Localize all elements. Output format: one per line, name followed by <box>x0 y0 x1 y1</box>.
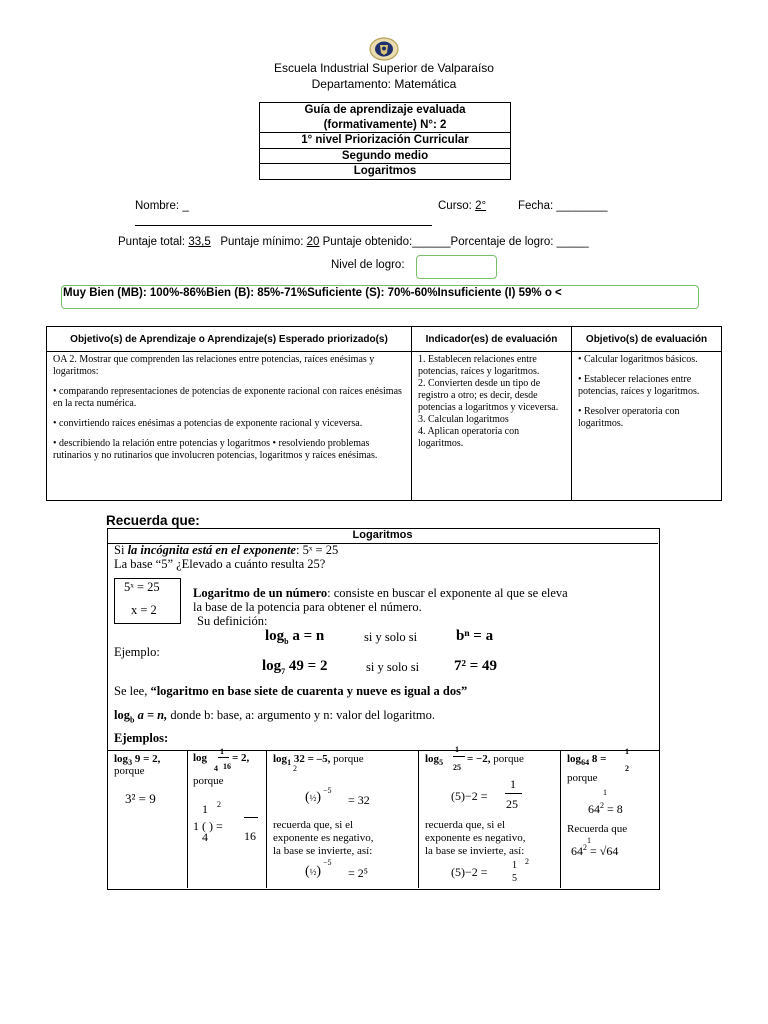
ex3-base: (½) <box>305 790 322 805</box>
definition-label: Su definición: <box>197 614 268 628</box>
ex3-equation: = 32 <box>348 793 370 807</box>
ex4-frac-bar <box>453 756 465 757</box>
ex5-note: Recuerda que <box>567 823 628 835</box>
ex4-rest-line <box>467 753 524 765</box>
examples-top-rule <box>107 750 659 751</box>
definition-formula <box>265 628 324 646</box>
ex2-rest: = 2, <box>232 752 250 764</box>
grading-scale-text: Muy Bien (MB): 100%-86%Bien (B): 85%-71%Suficiente (S): 70%-60%Insuficiente (I) 59% o < <box>63 287 562 299</box>
obtained-label: Puntaje obtenido:______ <box>322 236 451 248</box>
ex4-head <box>425 753 443 767</box>
ex2-equation: 1 ( ) = <box>193 819 223 833</box>
examples-divider-2 <box>266 750 267 888</box>
example-iff: si y solo si <box>366 660 420 674</box>
ex3-note-3: la base se invierte, así: <box>273 845 373 857</box>
reads-line <box>114 684 467 699</box>
ex5-log: log <box>567 753 582 765</box>
ex2-fraction-bar <box>218 757 229 758</box>
reads-prefix: Se lee, <box>114 684 151 698</box>
parts-rest: donde b: base, a: argumento y n: valor del logaritmo. <box>167 708 436 722</box>
examples-label: Ejemplos: <box>114 731 169 745</box>
ex5-rhs: = 8 <box>607 802 623 816</box>
ex4-rhs-bar <box>505 793 522 794</box>
ex5-frac-den: 2 <box>625 764 629 773</box>
definition-line-2: la base de la potencia para obtener el número. <box>193 600 422 614</box>
reads-bold: “logaritmo en base siete de cuarenta y nueve es igual a dos” <box>150 684 468 698</box>
ex-log: log <box>262 658 282 674</box>
name-underline <box>135 225 432 226</box>
school-name: Escuela Industrial Superior de Valparaíso <box>274 61 494 75</box>
ex4-rest: = −2, <box>467 753 491 765</box>
base-question: La base “5” ¿Elevado a cuánto resulta 25? <box>114 557 326 571</box>
ex5-base: 64 <box>588 802 600 816</box>
date-field[interactable] <box>518 200 608 212</box>
ex5-eq2-rhs: = √64 <box>590 844 619 858</box>
objectives-cell-learning <box>47 352 412 501</box>
guide-level: 1° nivel Priorización Curricular <box>260 132 510 148</box>
ex1-equation: 3² = 9 <box>125 791 156 806</box>
ex5-equation-2 <box>571 843 618 859</box>
definition-line-1 <box>193 586 568 601</box>
ex4-eq2-num: 1 <box>512 860 517 871</box>
ex2-frac-num: 1 <box>202 802 208 816</box>
ex4-note-3: la base se invierte, así: <box>425 845 525 857</box>
example-formula <box>262 658 327 676</box>
eval-objective-3: • Resolver operatoria con logaritmos. <box>578 406 680 429</box>
ex5-sub: 64 <box>581 758 590 768</box>
ex-sub: 7 <box>281 667 286 676</box>
ex2-head <box>193 752 207 764</box>
total-label: Puntaje total: <box>118 236 186 248</box>
ex4-sub: 5 <box>439 758 444 768</box>
oa-text: OA 2. Mostrar que comprenden las relaciones entre potencias, raíces enésimas y logaritmos: <box>53 354 375 377</box>
objectives-cell-indicators <box>412 352 572 501</box>
examples-divider-3 <box>418 750 419 888</box>
objectives-cell-evaluation <box>572 352 722 501</box>
eval-objective-1: • Calcular logaritmos básicos. <box>578 354 698 365</box>
ex5-head <box>567 753 606 767</box>
scores-line <box>118 236 589 248</box>
ex3-exp: −5 <box>323 786 332 795</box>
ex3-rest: 32 = –5, <box>291 753 331 765</box>
eval-objective-2: • Establecer relaciones entre potencias, raíces y logaritmos. <box>578 374 700 397</box>
examples-divider-1 <box>187 750 188 888</box>
ex-mid: 49 = 2 <box>285 658 328 674</box>
definition-bold: Logaritmo de un número <box>193 586 328 600</box>
ex5-porque: porque <box>567 772 598 784</box>
objectives-header-1: Objetivo(s) de Aprendizaje o Aprendizaje(s) Esperado priorizado(s) <box>47 327 412 352</box>
ex1-porque: porque <box>114 765 145 777</box>
ex4-porque: porque <box>490 753 524 765</box>
min-label: Puntaje mínimo: <box>220 236 304 248</box>
name-value: _ <box>182 200 189 212</box>
ex2-rhs-bar <box>244 817 258 818</box>
ex5-equation <box>588 801 623 817</box>
ex2-sub-2: 4 <box>214 764 218 773</box>
recuerda-title: Recuerda que: <box>106 513 200 528</box>
ex3-sub-2: 2 <box>293 764 297 773</box>
ex2-log: log <box>193 752 208 764</box>
oa-bullet-3: • describiendo la relación entre potencias y logaritmos • resolviendo problemas rutinarios y no rutinarios que involucren potencias, logaritmos y raíces enésimas. <box>53 438 378 461</box>
indicator-4: 4. Aplican operatoria con logaritmos. <box>418 426 520 449</box>
ex4-log: log <box>425 753 440 765</box>
school-seal-icon <box>368 36 400 62</box>
ex5-exp-den: 2 <box>600 801 604 810</box>
indicator-3: 3. Calculan logaritmos <box>418 414 509 425</box>
ex2-porque: porque <box>193 775 224 787</box>
ex4-frac-num: 1 <box>455 745 459 754</box>
ex4-equation-2: (5)−2 = <box>451 865 488 879</box>
logarithms-heading: Logaritmos <box>107 528 658 544</box>
ex5-eq2-exp-den: 2 <box>583 843 587 852</box>
ex3-exp-2: −5 <box>323 858 332 867</box>
ex5-eq2-base: 64 <box>571 844 583 858</box>
mini-eq-1: 5ˣ = 25 <box>124 580 160 594</box>
course-label: Curso: <box>438 200 472 212</box>
intro-si: Si <box>114 543 125 557</box>
ex5-exp-num: 1 <box>603 788 607 797</box>
parts-mid: a = n, <box>134 708 168 722</box>
course-value: 2° <box>475 200 487 212</box>
ex3-note-2: exponente es negativo, <box>273 832 374 844</box>
name-label: Nombre: <box>135 200 180 212</box>
ex2-frac-den: 4 <box>202 830 208 844</box>
total-value: 33,5 <box>188 236 211 248</box>
course-field[interactable] <box>438 200 496 212</box>
intro-italic: la incógnita está en el exponente <box>127 543 296 557</box>
definition-rest-1: : consiste en buscar el exponente al que se eleva <box>327 586 568 600</box>
date-value: ________ <box>556 200 608 212</box>
guide-topic: Logaritmos <box>260 163 510 179</box>
ex4-equation: (5)−2 = <box>451 789 488 803</box>
date-label: Fecha: <box>518 200 554 212</box>
def-log: log <box>265 628 285 644</box>
oa-bullet-2: • convirtiendo raíces enésimas a potencias de exponente racional y viceversa. <box>53 418 363 429</box>
ex3-head <box>273 753 364 767</box>
ex3-base-2: (½) <box>305 864 322 879</box>
intro-eq: : 5ˣ = 25 <box>295 543 339 557</box>
def-mid: a = n <box>288 628 325 644</box>
parts-line <box>114 708 435 725</box>
ex4-note-1: recuerda que, si el <box>425 819 506 831</box>
ex3-log: log <box>273 753 288 765</box>
oa-bullet-1: • comparando representaciones de potencias de exponente racional con raíces enésimas en la recta numérica. <box>53 386 402 409</box>
example-label: Ejemplo: <box>114 645 160 659</box>
indicator-2: 2. Convierten desde un tipo de registro a otro; es decir, desde potencias a logaritmos y viceversa. <box>418 378 559 413</box>
mini-eq-2: x = 2 <box>131 603 157 617</box>
ex5-rest: 8 = <box>589 753 607 765</box>
parts-log: log <box>114 708 130 722</box>
definition-iff: si y solo si <box>364 630 418 644</box>
guide-grade: Segundo medio <box>260 148 510 164</box>
def-sub: b <box>284 637 289 646</box>
name-field[interactable] <box>135 200 189 212</box>
level-input-box[interactable] <box>416 255 497 279</box>
ex4-frac-den: 25 <box>453 763 461 772</box>
example-power: 7² = 49 <box>454 658 498 674</box>
objectives-header-3: Objetivo(s) de evaluación <box>572 327 722 352</box>
ex4-rhs-num: 1 <box>510 777 516 791</box>
guide-title-line2: (formativamente) N°: 2 <box>323 118 447 131</box>
objectives-header-2: Indicador(es) de evaluación <box>412 327 572 352</box>
ex1-rest: 9 = 2, <box>132 753 161 765</box>
ex2-rhs: 16 <box>244 829 256 843</box>
percent-label: Porcentaje de logro: _____ <box>450 236 589 248</box>
ex3-equation-2: = 2⁵ <box>348 866 368 880</box>
ex5-eq2-exp: 1 <box>587 836 591 845</box>
ex2-sub-3: 16 <box>223 762 231 771</box>
ex4-eq2-exp: 2 <box>525 857 529 866</box>
department-name: Departamento: Matemática <box>311 77 457 91</box>
level-label: Nivel de logro: <box>331 259 405 271</box>
ex2-sub-1: 1 <box>220 747 224 756</box>
ex4-note-2: exponente es negativo, <box>425 832 526 844</box>
definition-power: bⁿ = a <box>456 628 494 644</box>
guide-title-box <box>259 102 511 180</box>
intro-line <box>114 543 338 558</box>
parts-sub: b <box>129 715 135 725</box>
ex3-sub: 1 <box>287 758 292 768</box>
ex4-eq2-den: 5 <box>512 873 517 884</box>
ex3-note-1: recuerda que, si el <box>273 819 354 831</box>
ex2-sup: 2 <box>217 800 221 809</box>
ex1-sub: 3 <box>128 758 133 768</box>
ex3-porque: porque <box>330 753 364 765</box>
min-value: 20 <box>306 236 320 248</box>
indicator-1: 1. Establecen relaciones entre potencias, raíces y logaritmos. <box>418 354 540 377</box>
objectives-table <box>46 326 722 501</box>
guide-title-line1: Guía de aprendizaje evaluada <box>304 104 466 116</box>
ex4-rhs-den: 25 <box>506 797 518 811</box>
examples-divider-4 <box>560 750 561 888</box>
ex5-frac-num: 1 <box>625 747 629 756</box>
ex1-log: log <box>114 753 129 765</box>
